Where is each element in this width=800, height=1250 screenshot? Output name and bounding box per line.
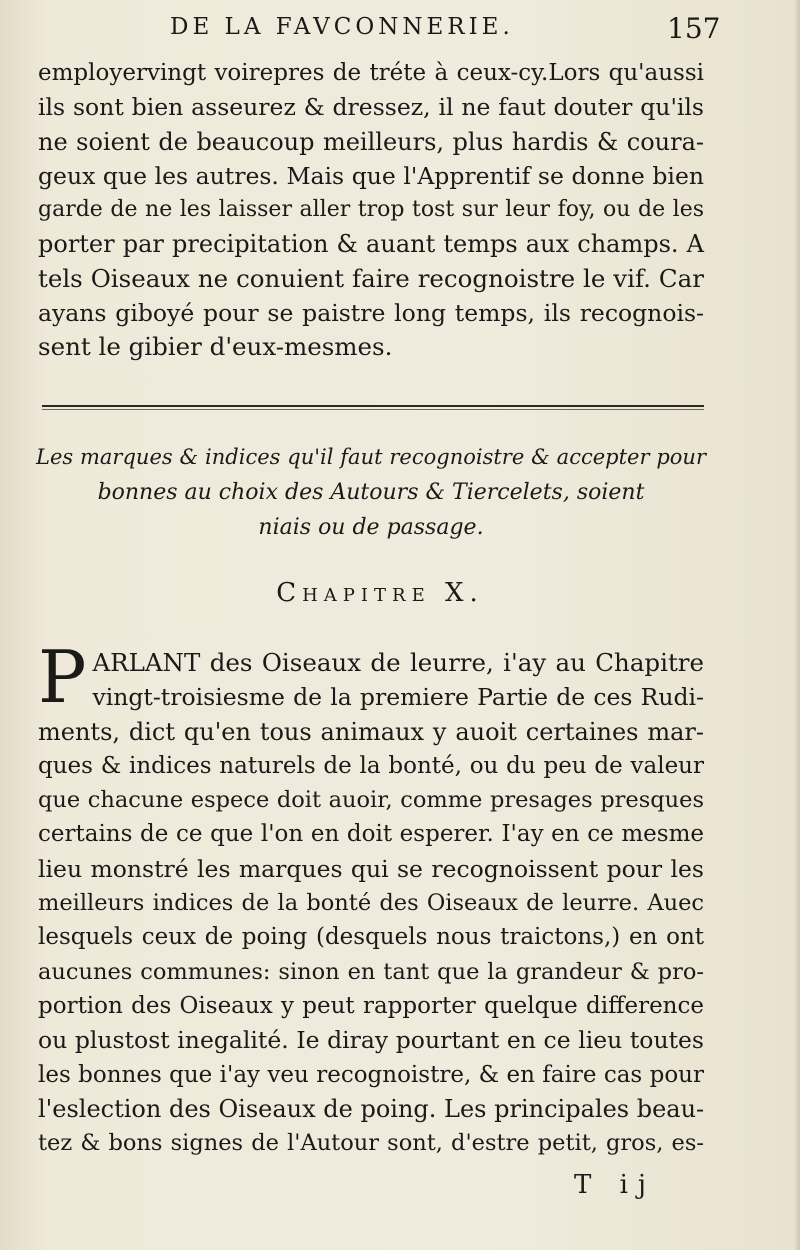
text-line: certains de ce que l'on en doit esperer. I'ay en ce mesme	[38, 821, 704, 848]
text-line: geux que les autres. Mais que l'Apprentif se donne bien	[38, 161, 704, 190]
text-line: tels Oiseaux ne conuient faire recognoistre le vif. Car	[38, 263, 704, 293]
summary-line: bonnes au choix des Autours & Tiercelets, soient	[97, 480, 645, 505]
signature-mark: T ij	[574, 1170, 656, 1200]
drop-cap: P	[38, 635, 87, 719]
text-line: l'eslection des Oiseaux de poing. Les principales beau-	[38, 1094, 705, 1123]
text-line: tez & bons signes de l'Autour sont, d'estre petit, gros, es-	[38, 1130, 704, 1157]
running-head: DE LA FAVCONNERIE.	[170, 14, 514, 40]
text-line: ne soient de beaucoup meilleurs, plus hardis & coura-	[38, 127, 704, 156]
text-line: ayans giboyé pour se paistre long temps, ils recognois-	[38, 299, 704, 328]
summary-line: niais ou de passage.	[258, 515, 484, 540]
page-number: 157	[667, 12, 721, 45]
text-line: ils sont bien asseurez & dressez, il ne faut douter qu'ils	[38, 93, 704, 122]
text-line: lieu monstré les marques qui se recognoissent pour les	[38, 854, 704, 883]
text-line: ques & indices naturels de la bonté, ou du peu de valeur	[38, 752, 704, 779]
text-line: aucunes communes: sinon en tant que la grandeur & pro-	[38, 958, 704, 985]
text-line: portion des Oiseaux y peut rapporter quelque difference	[38, 992, 704, 1019]
summary-line: Les marques & indices qu'il faut recognoistre & accepter pour	[36, 445, 706, 469]
section-rule-thin	[42, 409, 704, 410]
text-line: ou plustost inegalité. Ie diray pourtant en ce lieu toutes	[38, 1026, 704, 1055]
text-line: employervingt voirepres de tréte à ceux-cy.Lors qu'aussi	[38, 60, 704, 86]
text-line: sent le gibier d'eux-mesmes.	[38, 332, 393, 362]
text-line: ments, dict qu'en tous animaux y auoit certaines mar-	[38, 717, 704, 746]
text-line: que chacune espece doit auoir, comme presages presques	[38, 787, 704, 814]
text-line: ARLANT des Oiseaux de leurre, i'ay au Chapitre	[92, 648, 704, 677]
text-line: les bonnes que i'ay veu recognoistre, & en faire cas pour	[38, 1061, 704, 1088]
chapter-heading: Chapitre X.	[276, 578, 484, 608]
text-line: garde de ne les laisser aller trop tost sur leur foy, ou de les	[38, 197, 704, 223]
text-line: lesquels ceux de poing (desquels nous traictons,) en ont	[38, 924, 704, 951]
section-rule	[42, 405, 704, 407]
text-line: meilleurs indices de la bonté des Oiseaux de leurre. Auec	[38, 890, 704, 917]
chapter-summary	[36, 440, 706, 545]
chapter-paragraph	[38, 635, 705, 1160]
top-paragraph	[38, 56, 704, 365]
text-line: vingt-troisiesme de la premiere Partie de ces Rudi-	[92, 683, 704, 712]
text-line: porter par precipitation & auant temps aux champs. A	[38, 230, 704, 259]
